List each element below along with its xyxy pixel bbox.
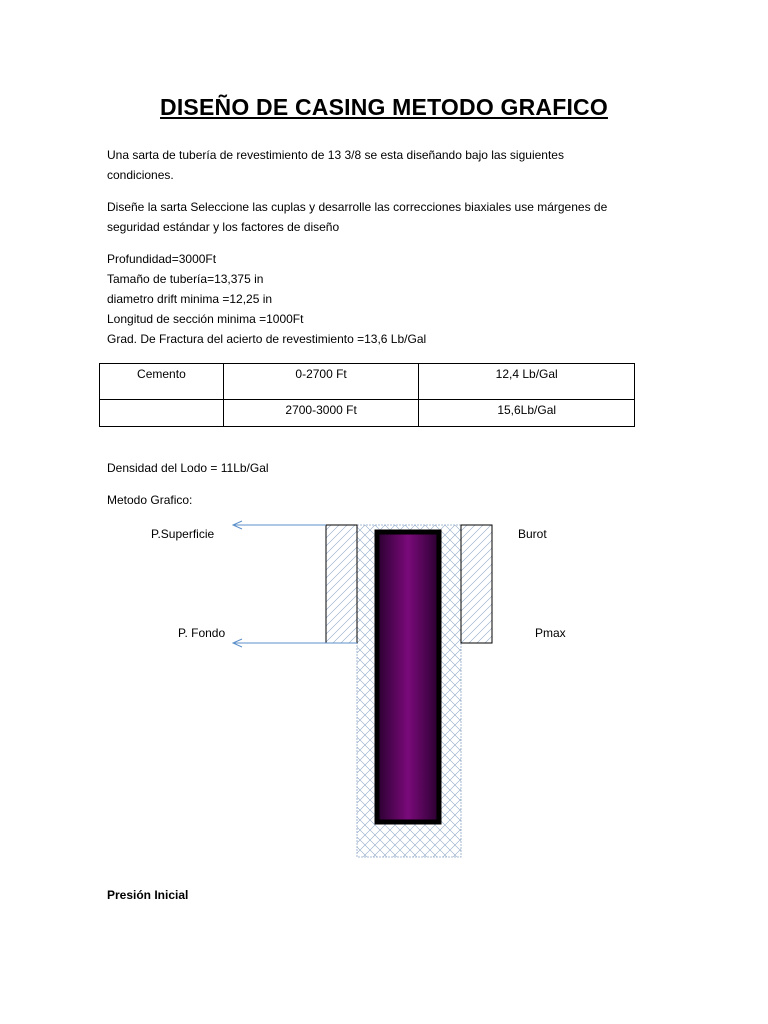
intro-paragraph: Una sarta de tubería de revestimiento de 13 3/8 se esta diseñando bajo las siguientes condiciones. xyxy=(107,148,564,182)
label-surface-pressure: P.Superficie xyxy=(151,527,215,541)
spec-section-length: Longitud de sección minima =1000Ft xyxy=(107,312,304,326)
table-cell: 12,4 Lb/Gal xyxy=(419,364,635,400)
table-cell: 0-2700 Ft xyxy=(223,364,419,400)
surface-casing-right-wall xyxy=(461,525,492,643)
surface-pressure-arrow xyxy=(233,521,326,529)
spec-drift-diameter: diametro drift minima =12,25 in xyxy=(107,292,273,306)
spec-pipe-size: Tamaño de tubería=13,375 in xyxy=(107,272,264,286)
table-cell: Cemento xyxy=(100,364,224,400)
page-title: DISEÑO DE CASING METODO GRAFICO xyxy=(160,94,608,120)
production-casing xyxy=(377,532,439,822)
label-bottom-pressure: P. Fondo xyxy=(178,626,226,640)
spec-fracture-gradient: Grad. De Fractura del acierto de revestimiento =13,6 Lb/Gal xyxy=(107,332,427,346)
label-pmax: Pmax xyxy=(535,626,566,640)
table-cell: 15,6Lb/Gal xyxy=(419,400,635,427)
instructions-paragraph: Diseñe la sarta Seleccione las cuplas y desarrolle las correcciones biaxiales use márgenes de seguridad estándar y los factores de diseño xyxy=(107,200,608,234)
mud-density: Densidad del Lodo = 11Lb/Gal xyxy=(107,461,269,475)
label-burst: Burot xyxy=(518,527,547,541)
method-label: Metodo Grafico: xyxy=(107,493,193,507)
initial-pressure-heading: Presión Inicial xyxy=(107,888,189,902)
spec-depth: Profundidad=3000Ft xyxy=(107,252,217,266)
surface-casing-left-wall xyxy=(326,525,357,643)
table-cell: 2700-3000 Ft xyxy=(223,400,419,427)
